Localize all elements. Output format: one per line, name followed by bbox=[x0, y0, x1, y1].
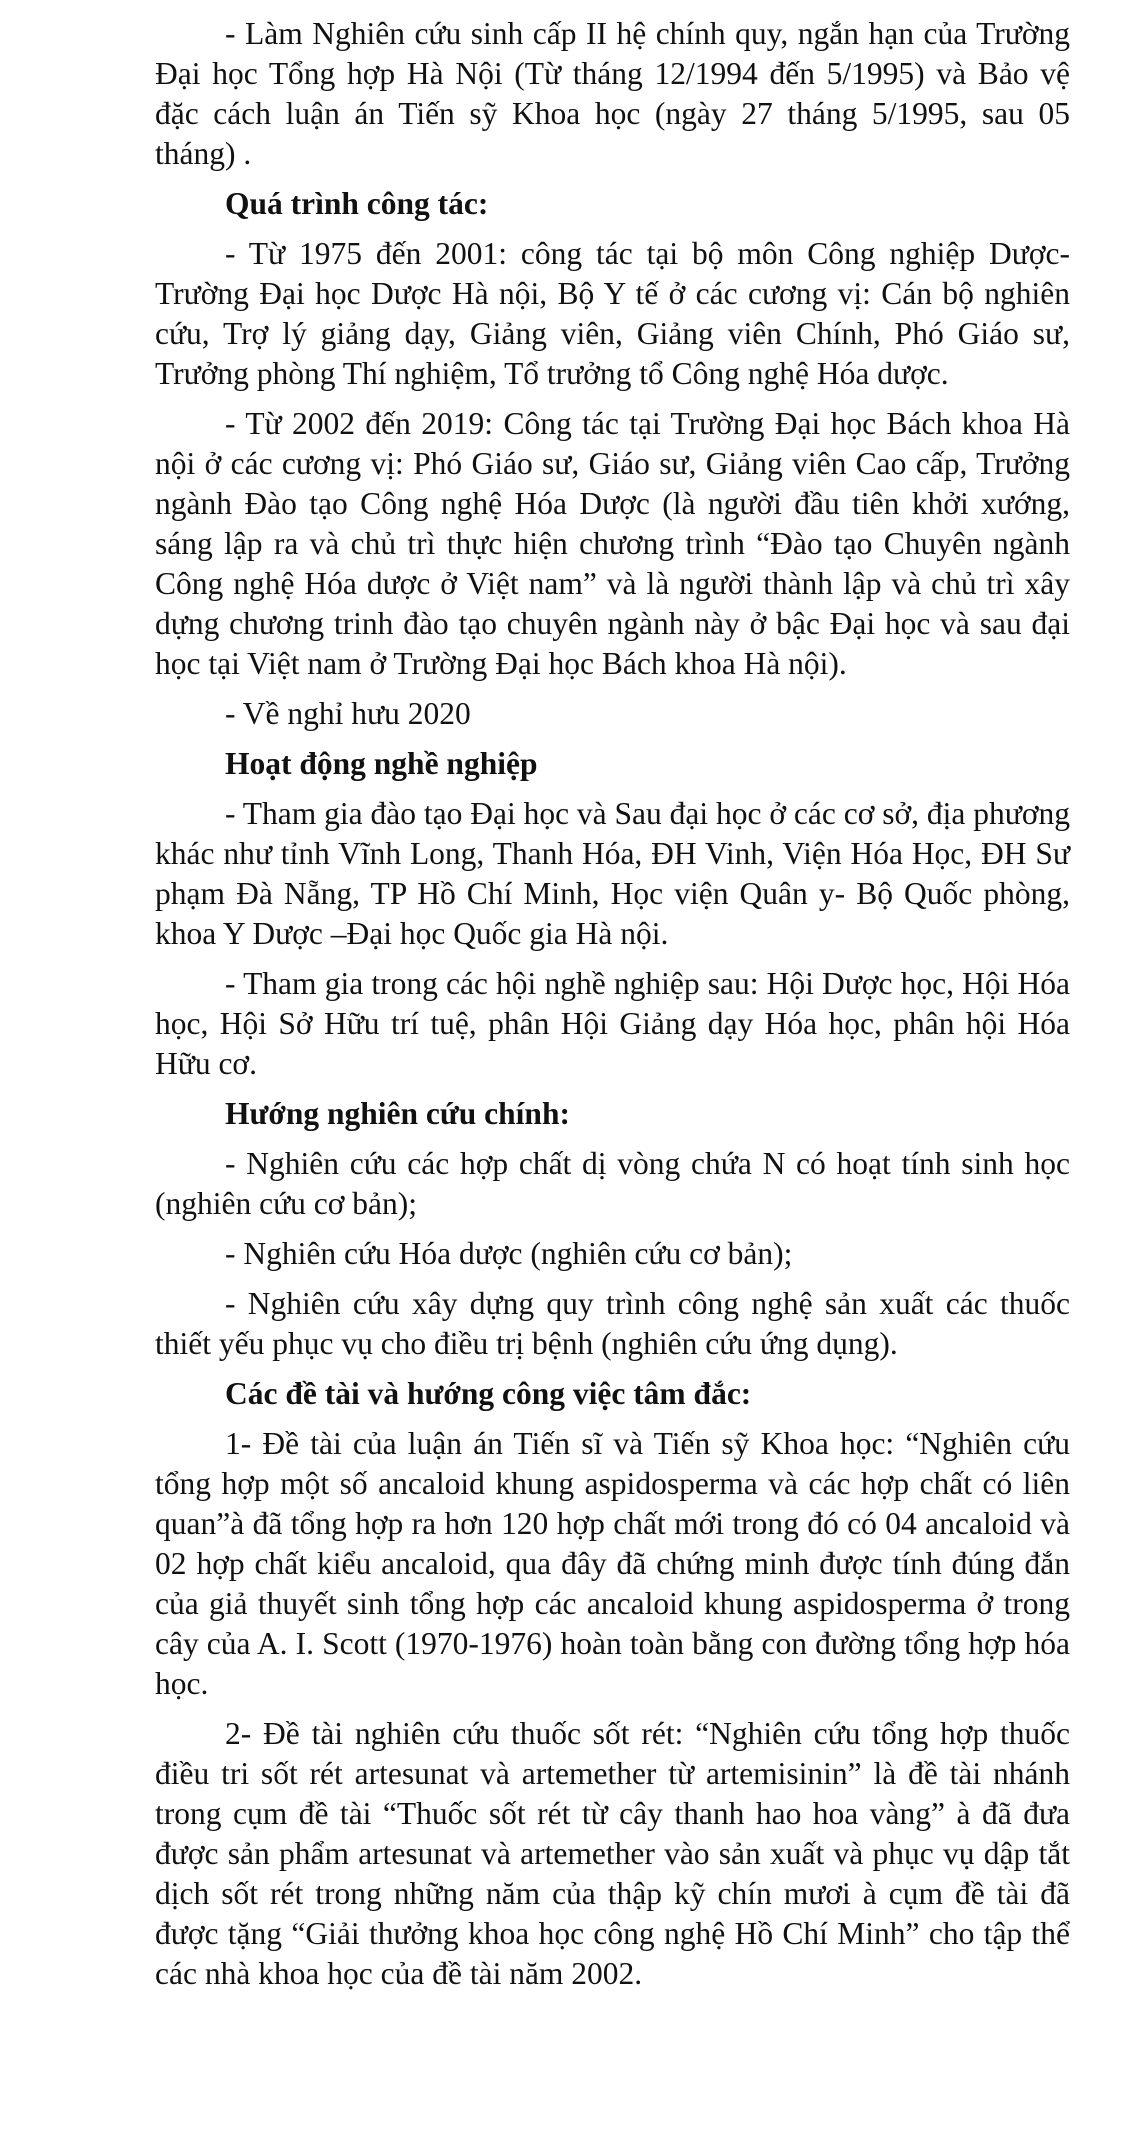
research-directions-item-1: - Nghiên cứu các hợp chất dị vòng chứa N có hoạt tính sinh học (nghiên cứu cơ bản); bbox=[155, 1146, 1070, 1221]
research-directions-item-3: - Nghiên cứu xây dựng quy trình công nghệ sản xuất các thuốc thiết yếu phục vụ cho điều trị bệnh (nghiên cứu ứng dụng). bbox=[155, 1286, 1070, 1361]
professional-activities-item-2: - Tham gia trong các hội nghề nghiệp sau: Hội Dược học, Hội Hóa học, Hội Sở Hữu trí tuệ, phân Hội Giảng dạy Hóa học, phân hội Hóa Hữu cơ. bbox=[155, 966, 1070, 1081]
professional-activities-heading: Hoạt động nghề nghiệp bbox=[225, 746, 538, 781]
research-directions-heading: Hướng nghiên cứu chính: bbox=[225, 1096, 570, 1131]
work-history-item-1: - Từ 1975 đến 2001: công tác tại bộ môn Công nghiệp Dược-Trường Đại học Dược Hà nội, Bộ Y tế ở các cương vị: Cán bộ nghiên cứu, Trợ lý giảng dạy, Giảng viên, Giảng viên Chính, Phó Giáo sư, Trưởng phòng Thí nghiệm, Tổ trưởng tổ Công nghệ Hóa dược. bbox=[155, 236, 1070, 391]
work-history-item-3: - Về nghỉ hưu 2020 bbox=[225, 696, 471, 731]
education-item-1: - Làm Nghiên cứu sinh cấp II hệ chính quy, ngắn hạn của Trường Đại học Tổng hợp Hà Nội (Từ tháng 12/1994 đến 5/1995) và Bảo vệ đặc cách luận án Tiến sỹ Khoa học (ngày 27 tháng 5/1995, sau 05 tháng) . bbox=[155, 16, 1070, 171]
document-page bbox=[155, 14, 1070, 2004]
favorite-projects-heading: Các đề tài và hướng công việc tâm đắc: bbox=[225, 1376, 752, 1411]
favorite-projects-item-2: 2- Đề tài nghiên cứu thuốc sốt rét: “Nghiên cứu tổng hợp thuốc điều tri sốt rét artesunat và artemether từ artemisinin” là đề tài nhánh trong cụm đề tài “Thuốc sốt rét từ cây thanh hao hoa vàng” à đã đưa được sản phẩm artesunat và artemether vào sản xuất và phục vụ dập tắt dịch sốt rét trong những năm của thập kỹ chín mươi à cụm đề tài đã được tặng “Giải thưởng khoa học công nghệ Hồ Chí Minh” cho tập thể các nhà khoa học của đề tài năm 2002. bbox=[155, 1716, 1070, 1991]
research-directions-item-2: - Nghiên cứu Hóa dược (nghiên cứu cơ bản); bbox=[225, 1236, 793, 1271]
professional-activities-item-1: - Tham gia đào tạo Đại học và Sau đại học ở các cơ sở, địa phương khác như tỉnh Vĩnh Long, Thanh Hóa, ĐH Vinh, Viện Hóa Học, ĐH Sư phạm Đà Nẵng, TP Hồ Chí Minh, Học viện Quân y- Bộ Quốc phòng, khoa Y Dược –Đại học Quốc gia Hà nội. bbox=[155, 796, 1070, 951]
favorite-projects-item-1: 1- Đề tài của luận án Tiến sĩ và Tiến sỹ Khoa học: “Nghiên cứu tổng hợp một số ancaloid khung aspidosperma và các hợp chất có liên quan”à đã tổng hợp ra hơn 120 hợp chất mới trong đó có 04 ancaloid và 02 hợp chất kiểu ancaloid, qua đây đã chứng minh được tính đúng đắn của giả thuyết sinh tổng hợp các ancaloid khung aspidosperma ở trong cây của A. I. Scott (1970-1976) hoàn toàn bằng con đường tổng hợp hóa học. bbox=[155, 1426, 1070, 1701]
work-history-item-2: - Từ 2002 đến 2019: Công tác tại Trường Đại học Bách khoa Hà nội ở các cương vị: Phó Giáo sư, Giáo sư, Giảng viên Cao cấp, Trưởng ngành Đào tạo Công nghệ Hóa Dược (là người đầu tiên khởi xướng, sáng lập ra và chủ trì thực hiện chương trình “Đào tạo Chuyên ngành Công nghệ Hóa dược ở Việt nam” và là người thành lập và chủ trì xây dựng chương trinh đào tạo chuyên ngành này ở bậc Đại học và sau đại học tại Việt nam ở Trường Đại học Bách khoa Hà nội). bbox=[155, 406, 1070, 681]
work-history-heading: Quá trình công tác: bbox=[225, 186, 489, 221]
